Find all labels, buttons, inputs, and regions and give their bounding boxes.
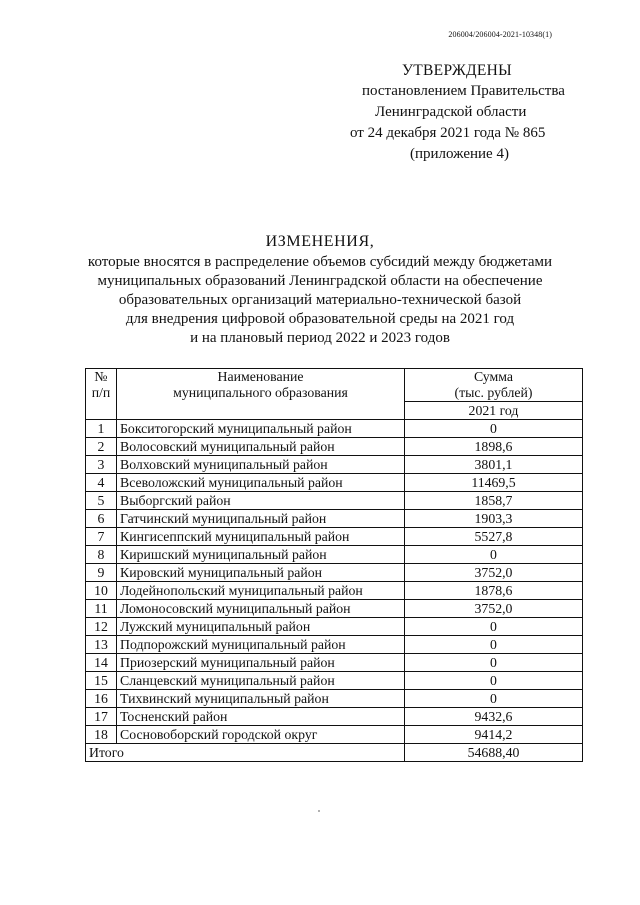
table-row [86, 492, 583, 510]
row-municipality-name: Бокситогорский муниципальный район [117, 420, 405, 438]
header-name-line1: Наименование [217, 369, 304, 384]
total-sum: 54688,40 [405, 744, 583, 762]
table-row [86, 672, 583, 690]
table-row [86, 510, 583, 528]
row-number: 8 [86, 546, 117, 564]
table-row [86, 636, 583, 654]
approval-line-appendix: (приложение 4) [410, 146, 509, 162]
row-sum: 3752,0 [405, 600, 583, 618]
row-number: 14 [86, 654, 117, 672]
row-number: 6 [86, 510, 117, 528]
row-sum: 0 [405, 546, 583, 564]
row-sum: 0 [405, 618, 583, 636]
table-row [86, 456, 583, 474]
document-number: 206004/206004-2021-10348(1) [448, 30, 552, 39]
table-row [86, 618, 583, 636]
row-number: 12 [86, 618, 117, 636]
row-municipality-name: Ломоносовский муниципальный район [117, 600, 405, 618]
row-number: 5 [86, 492, 117, 510]
row-municipality-name: Кингисеппский муниципальный район [117, 528, 405, 546]
table-row [86, 528, 583, 546]
header-number-line2: п/п [91, 385, 111, 400]
total-label: Итого [86, 744, 405, 762]
row-municipality-name: Тосненский район [117, 708, 405, 726]
table-row [86, 600, 583, 618]
row-number: 4 [86, 474, 117, 492]
header-sum-line2: (тыс. рублей) [454, 385, 533, 400]
row-sum: 5527,8 [405, 528, 583, 546]
row-number: 10 [86, 582, 117, 600]
heading-line-1: которые вносятся в распределение объемов субсидий между бюджетами [87, 254, 553, 270]
row-sum: 0 [405, 672, 583, 690]
row-sum: 0 [405, 690, 583, 708]
row-sum: 1898,6 [405, 438, 583, 456]
heading-line-3: образовательных организаций материально-технической базой [118, 292, 522, 308]
row-sum: 1878,6 [405, 582, 583, 600]
row-municipality-name: Приозерский муниципальный район [117, 654, 405, 672]
header-sum [405, 369, 583, 402]
table-row [86, 546, 583, 564]
header-year: 2021 год [405, 402, 583, 420]
table-row [86, 420, 583, 438]
row-number: 3 [86, 456, 117, 474]
row-municipality-name: Выборгский район [117, 492, 405, 510]
row-sum: 0 [405, 420, 583, 438]
row-number: 18 [86, 726, 117, 744]
row-municipality-name: Подпорожский муниципальный район [117, 636, 405, 654]
row-municipality-name: Всеволожский муниципальный район [117, 474, 405, 492]
table-row [86, 582, 583, 600]
row-municipality-name: Сланцевский муниципальный район [117, 672, 405, 690]
heading-line-4: для внедрения цифровой образовательной среды на 2021 год [125, 311, 515, 327]
row-sum: 9432,6 [405, 708, 583, 726]
row-sum: 3752,0 [405, 564, 583, 582]
table-row [86, 438, 583, 456]
row-municipality-name: Сосновоборский городской округ [117, 726, 405, 744]
row-number: 13 [86, 636, 117, 654]
row-municipality-name: Киришский муниципальный район [117, 546, 405, 564]
row-number: 2 [86, 438, 117, 456]
table-header-row [86, 369, 583, 402]
approval-line-decree: постановлением Правительства [362, 83, 565, 99]
header-number-line1: № [94, 369, 108, 384]
row-municipality-name: Волховский муниципальный район [117, 456, 405, 474]
row-number: 1 [86, 420, 117, 438]
row-municipality-name: Гатчинский муниципальный район [117, 510, 405, 528]
row-sum: 1903,3 [405, 510, 583, 528]
row-municipality-name: Кировский муниципальный район [117, 564, 405, 582]
row-municipality-name: Тихвинский муниципальный район [117, 690, 405, 708]
scan-speck [318, 810, 320, 812]
table-row [86, 726, 583, 744]
table-body [86, 420, 583, 744]
table-row [86, 690, 583, 708]
approval-block [350, 60, 580, 165]
table-row [86, 708, 583, 726]
heading-title: ИЗМЕНЕНИЯ, [265, 233, 375, 250]
table-row [86, 564, 583, 582]
row-sum: 1858,7 [405, 492, 583, 510]
table-row [86, 654, 583, 672]
heading-line-2: муниципальных образований Ленинградской области на обеспечение [97, 273, 543, 289]
header-name-line2: муниципального образования [173, 385, 348, 400]
table-total-row [86, 744, 583, 762]
row-number: 17 [86, 708, 117, 726]
row-municipality-name: Лодейнопольский муниципальный район [117, 582, 405, 600]
row-number: 11 [86, 600, 117, 618]
row-sum: 3801,1 [405, 456, 583, 474]
row-sum: 11469,5 [405, 474, 583, 492]
document-heading [60, 232, 580, 348]
header-sum-line1: Сумма [473, 369, 514, 384]
row-number: 9 [86, 564, 117, 582]
row-municipality-name: Волосовский муниципальный район [117, 438, 405, 456]
approval-line-date: от 24 декабря 2021 года № 865 [350, 125, 546, 141]
approval-title: УТВЕРЖДЕНЫ [402, 62, 512, 79]
row-sum: 0 [405, 636, 583, 654]
row-number: 7 [86, 528, 117, 546]
approval-line-region: Ленинградской области [375, 104, 527, 120]
table-row [86, 474, 583, 492]
subsidy-table [85, 368, 583, 762]
header-name [117, 369, 405, 420]
row-number: 16 [86, 690, 117, 708]
header-number [86, 369, 117, 420]
row-sum: 0 [405, 654, 583, 672]
row-municipality-name: Лужский муниципальный район [117, 618, 405, 636]
row-number: 15 [86, 672, 117, 690]
row-sum: 9414,2 [405, 726, 583, 744]
heading-line-5: и на плановый период 2022 и 2023 годов [190, 330, 450, 346]
